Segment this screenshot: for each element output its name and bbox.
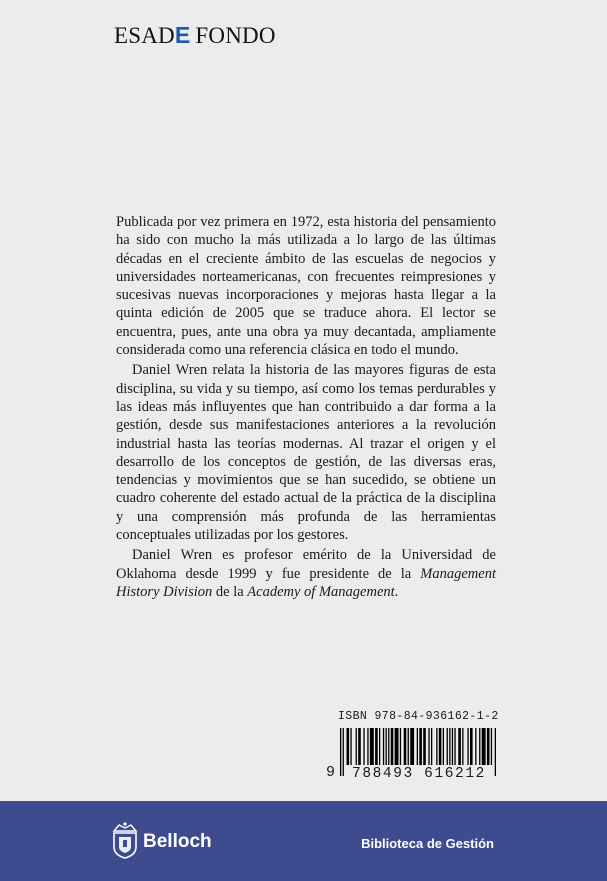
p3-italic-academy: Academy of Management	[247, 583, 395, 600]
barcode-bar	[370, 728, 374, 766]
barcode-bar	[439, 728, 442, 766]
barcode-bar	[400, 728, 401, 766]
barcode-bar	[391, 728, 394, 766]
paragraph-1: Publicada por vez primera en 1972, esta historia del pensamiento ha sido con mucho la más utilizada a lo largo de las últimas décadas en el creciente ámbito de las escuelas de negocios y universidades norteamericanas, con frecuentes reimpresiones y sucesivas nuevas incorporaciones y mejoras hasta llegar a la quinta edición de 2005 que se traduce ahora. El lector se encuentra, pues, ante una obra ya muy decantada, ampliamente considerada como una referencia clásica en todo el mundo.	[116, 214, 496, 359]
p3-start: Daniel Wren es profesor emérito de la Universidad de Oklahoma desde 1999 y fue presidente de la	[116, 547, 496, 582]
barcode-bar	[410, 728, 414, 766]
barcode-block	[326, 728, 496, 786]
esade-fondo-logo	[114, 22, 276, 49]
logo-fondo: FONDO	[195, 23, 276, 48]
barcode-bar	[447, 728, 448, 766]
barcode-bar	[404, 728, 407, 766]
barcode-bar	[367, 728, 368, 766]
barcode-bar	[408, 728, 409, 766]
barcode-bar	[495, 728, 496, 776]
barcode-bar	[470, 728, 473, 766]
logo-e: E	[174, 22, 191, 48]
isbn-label: ISBN 978-84-936162-1-2	[338, 710, 499, 723]
barcode-bar	[347, 728, 350, 766]
footer-band	[0, 801, 607, 881]
barcode-bar	[436, 728, 437, 766]
back-cover-text	[116, 213, 496, 601]
barcode-bar	[467, 728, 468, 766]
barcode-digits: 788493 616212	[344, 765, 494, 783]
p3-mid: de la	[215, 583, 244, 600]
publisher-name: Belloch	[143, 831, 212, 852]
p3-end: .	[394, 583, 399, 600]
barcode-bar	[363, 728, 364, 766]
barcode-bar	[379, 728, 380, 766]
belloch-crest-icon	[111, 821, 139, 859]
barcode-bar	[423, 728, 426, 766]
barcode-bar	[417, 728, 418, 766]
barcode-bar	[375, 728, 378, 766]
barcode-bar	[475, 728, 476, 766]
barcode-bar	[454, 728, 455, 766]
barcode-bar	[479, 728, 480, 766]
barcode-bar	[395, 728, 399, 766]
barcode-bar	[458, 728, 461, 766]
barcode-bar	[356, 728, 357, 766]
paragraph-2: Daniel Wren relata la historia de las mayores figuras de esta disciplina, su vida y su tiempo, así como los temas perdurables y las ideas más influyentes que han contribuido a dar forma a la gestión, desde sus manifestaciones anteriores a la revolución industrial hasta las teorías modernas. Al trazar el origen y el desarrollo de los conceptos de gestión, de las diversas eras, tendencias y movimientos que se han sucedido, se obtiene un cuadro coherente del estado actual de la práctica de la disciplina y una comprensión más profunda de las herramientas conceptuales utilizadas por los gestores.	[116, 362, 496, 544]
barcode-bar	[350, 728, 351, 766]
barcode-bar	[383, 728, 384, 766]
barcode-bar	[388, 728, 389, 766]
logo-esad: ESAD	[114, 23, 175, 48]
barcode-bar	[443, 728, 444, 766]
barcode-bar	[487, 728, 490, 766]
barcode-bar	[428, 728, 429, 766]
barcode-bar	[482, 728, 486, 766]
barcode-first-digit: 9	[326, 764, 336, 781]
paragraph-3	[116, 546, 496, 601]
barcode-bar	[462, 728, 463, 766]
p3-italic-division: Management History Division	[116, 565, 496, 600]
barcode-bar	[431, 728, 432, 766]
barcode-bar	[386, 728, 387, 766]
barcode-bar	[358, 728, 361, 766]
barcode-bar	[340, 728, 341, 776]
barcode-bar	[419, 728, 422, 766]
series-name: Biblioteca de Gestión	[361, 836, 494, 851]
